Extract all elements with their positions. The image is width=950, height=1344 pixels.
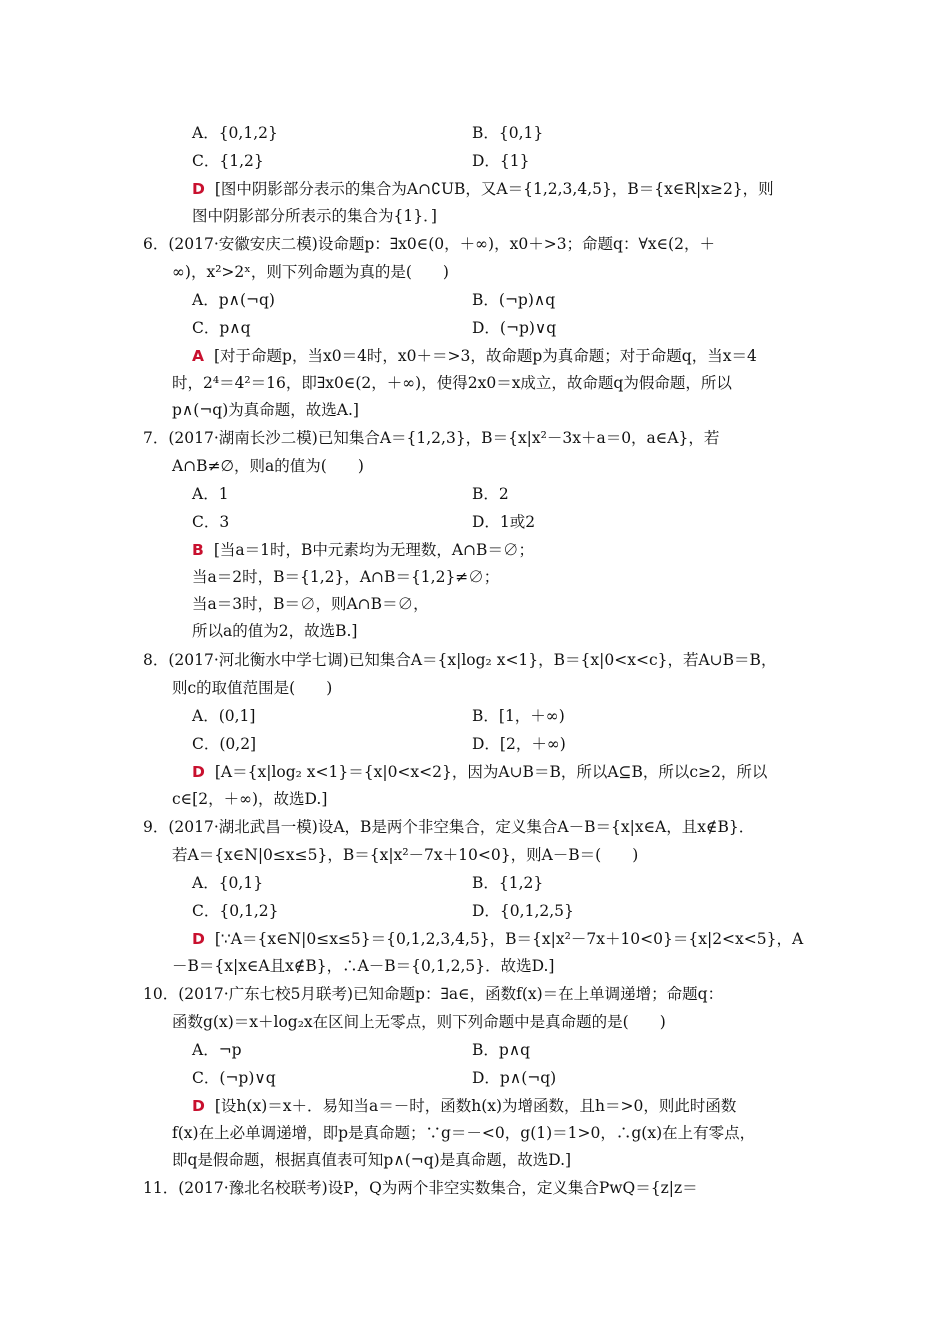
q9-option-a: A．{0,1} (192, 874, 264, 892)
q6-answer-letter: A (192, 347, 204, 365)
q9-answer-letter: D (192, 930, 205, 948)
q6-option-b: B．(¬p)∧q (472, 291, 556, 309)
q6-stem-line-1: 6．(2017·安徽安庆二模)设命题p：∃x0∈(0，＋∞)，x0＋>3；命题q：∀x∈(2，＋ (143, 235, 715, 253)
q6-option-d: D．(¬p)∨q (472, 319, 557, 337)
q8-explanation-line-1 (192, 762, 767, 782)
q7-stem-line-2: A∩B≠∅，则a的值为( ) (172, 457, 364, 475)
q9-option-c: C．{0,1,2} (192, 902, 279, 920)
q6-option-a: A．p∧(¬q) (192, 291, 275, 309)
q5-option-a: A．{0,1,2} (192, 124, 278, 142)
q9-explanation-line-1 (192, 929, 803, 949)
q6-option-c: C．p∧q (192, 319, 251, 337)
q8-explanation-text-1: [A＝{x|log₂ x<1}＝{x|0<x<2}，因为A∪B＝B，所以A⊆B，所以c≥2，所以 (214, 763, 768, 781)
q10-explanation-line-3: 即q是假命题，根据真值表可知p∧(¬q)是真命题，故选D.] (172, 1151, 572, 1169)
q7-option-a: A．1 (192, 485, 229, 503)
q7-explanation-text-1: [当a＝1时，B中元素均为无理数，A∩B＝∅； (213, 541, 534, 559)
q7-option-b: B．2 (472, 485, 509, 503)
q7-option-d: D．1或2 (472, 513, 536, 531)
q6-stem-line-2: ∞)，x²>2ˣ，则下列命题为真的是( ) (172, 263, 449, 281)
q8-answer-letter: D (192, 763, 205, 781)
q7-option-c: C．3 (192, 513, 230, 531)
q6-explanation-line-1 (192, 346, 757, 366)
q10-stem-line-1: 10．(2017·广东七校5月联考)已知命题p：∃a∈，函数f(x)＝在上单调递增；命题q： (143, 985, 724, 1003)
q7-explanation-line-2: 当a＝2时，B＝{1,2}，A∩B＝{1,2}≠∅； (192, 568, 500, 586)
q10-option-b: B．p∧q (472, 1041, 531, 1059)
q7-explanation-line-4: 所以a的值为2，故选B.] (192, 622, 358, 640)
q8-explanation-line-2: c∈[2，＋∞)，故选D.] (172, 790, 328, 808)
q9-option-b: B．{1,2} (472, 874, 544, 892)
q10-option-c: C．(¬p)∨q (192, 1069, 276, 1087)
q8-option-a: A．(0,1] (192, 707, 256, 725)
q10-answer-letter: D (192, 1097, 205, 1115)
q7-stem-line-1: 7．(2017·湖南长沙二模)已知集合A＝{1,2,3}，B＝{x|x²－3x＋a＝0，a∈A}，若 (143, 429, 720, 447)
q7-explanation-line-3: 当a＝3时，B＝∅，则A∩B＝∅， (192, 595, 429, 613)
q10-option-d: D．p∧(¬q) (472, 1069, 557, 1087)
q7-answer-letter: B (192, 541, 204, 559)
q8-stem-line-2: 则c的取值范围是( ) (172, 679, 333, 697)
q9-option-d: D．{0,1,2,5} (472, 902, 574, 920)
q5-option-b: B．{0,1} (472, 124, 544, 142)
q6-explanation-line-3: p∧(¬q)为真命题，故选A.] (172, 401, 359, 419)
q6-explanation-text-1: [对于命题p，当x0＝4时，x0＋＝>3，故命题p为真命题；对于命题q，当x＝4 (214, 347, 757, 365)
q9-explanation-text-1: [∵A＝{x∈N|0≤x≤5}＝{0,1,2,3,4,5}，B＝{x|x²－7x＋10<0}＝{x|2<x<5}，A (214, 930, 804, 948)
q5-answer-letter: D (192, 180, 205, 198)
q10-explanation-line-2: f(x)在上必单调递增，即p是真命题；∵g＝－<0，g(1)＝1>0，∴g(x)在上有零点， (172, 1124, 756, 1142)
q7-explanation-line-1 (192, 540, 534, 560)
q10-option-a: A．¬p (192, 1041, 242, 1059)
q10-explanation-text-1: [设h(x)＝x＋．易知当a＝－时，函数h(x)为增函数，且h＝>0，则此时函数 (214, 1097, 737, 1115)
q11-stem-line-1: 11．(2017·豫北名校联考)设P，Q为两个非空实数集合，定义集合PwQ＝{z|z＝ (143, 1179, 698, 1197)
q8-option-d: D．[2，＋∞) (472, 735, 566, 753)
q9-stem-line-2: 若A＝{x∈N|0≤x≤5}，B＝{x|x²－7x＋10<0}，则A－B＝( ) (172, 846, 639, 864)
q5-explanation-text-1: [图中阴影部分表示的集合为A∩∁UB，又A＝{1,2,3,4,5}，B＝{x∈R|x≥2}，则 (214, 180, 774, 198)
q8-option-c: C．(0,2] (192, 735, 257, 753)
q5-explanation-line-2: 图中阴影部分所表示的集合为{1}．] (192, 207, 437, 225)
q5-explanation-line-1 (192, 179, 774, 199)
q8-stem-line-1: 8．(2017·河北衡水中学七调)已知集合A＝{x|log₂ x<1}，B＝{x|0<x<c}，若A∪B＝B， (143, 651, 777, 669)
q10-stem-line-2: 函数g(x)＝x＋log₂x在区间上无零点，则下列命题中是真命题的是( ) (172, 1013, 666, 1031)
q10-explanation-line-1 (192, 1096, 736, 1116)
q5-option-d: D．{1} (472, 152, 530, 170)
q8-option-b: B．[1，＋∞) (472, 707, 565, 725)
q9-stem-line-1: 9．(2017·湖北武昌一模)设A，B是两个非空集合，定义集合A－B＝{x|x∈A，且x∉B}． (143, 818, 755, 836)
q5-option-c: C．{1,2} (192, 152, 264, 170)
q6-explanation-line-2: 时，2⁴＝4²＝16，即∃x0∈(2，＋∞)，使得2x0＝x成立，故命题q为假命题，所以 (172, 374, 732, 392)
q9-explanation-line-2: －B＝{x|x∈A且x∉B}，∴A－B＝{0,1,2,5}．故选D.] (172, 957, 555, 975)
